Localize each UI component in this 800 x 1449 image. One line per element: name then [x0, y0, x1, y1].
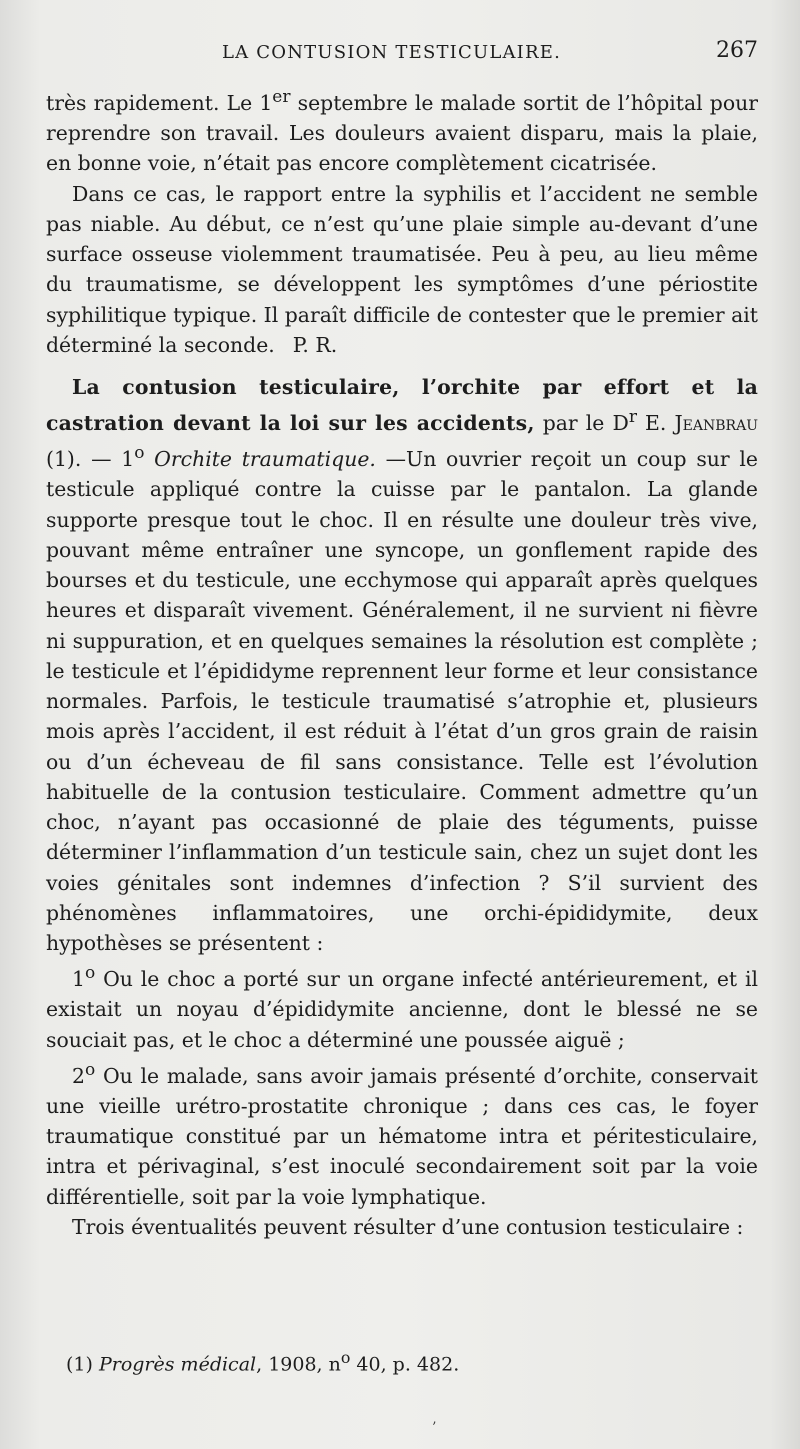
page-header	[46, 38, 758, 68]
paragraph-3	[46, 372, 758, 958]
p3-by: par le D	[534, 411, 629, 436]
footnote-journal: Progrès médical	[98, 1353, 257, 1376]
footnote-citation-end: 40, p. 482.	[350, 1353, 460, 1376]
bottom-mark: ’	[432, 1420, 437, 1436]
section-title: Orchite traumatique.	[144, 447, 376, 472]
p4-text: Trois éventualités peuvent résulter d’une contusion testiculaire :	[72, 1214, 744, 1239]
author-name: E. Jeanbrau	[636, 411, 758, 436]
p1-sup: er	[272, 87, 291, 107]
item2-num: 2	[72, 1063, 85, 1088]
item1-sup: o	[84, 963, 96, 984]
section-num: 1	[121, 447, 135, 472]
body-text	[46, 82, 758, 1242]
list-item-1	[46, 958, 758, 1055]
article-title: La contusion testiculaire, l’orchite par effort et la castration devant la loi sur les accidents,	[46, 375, 758, 436]
footnote-citation: , 1908, n	[256, 1353, 341, 1376]
item2-text: Ou le malade, sans avoir jamais présenté d’orchite, conservait une vieille urétro-prostatite chronique ; dans ces cas, le foyer traumatique constitué par un hématome intra et péritesticulaire, intra et périvaginal, s’est inoculé secondairement soit par la voie différentielle, soit par la voie lymphatique.	[46, 1063, 758, 1209]
p2-text: Dans ce cas, le rapport entre la syphilis et l’accident ne semble pas niable. Au début, ce n’est qu’une plaie simple au-devant d’une surface osseuse violemment traumatisée. Peu à peu, au lieu même du traumatisme, se développent les symptômes d’une périostite syphilitique typique. Il paraît difficile de contester que le premier ait déterminé la seconde.	[46, 181, 758, 357]
p3-by-sup: r	[628, 407, 637, 428]
running-title: LA CONTUSION TESTICULAIRE.	[222, 42, 562, 63]
list-item-2	[46, 1055, 758, 1212]
footnote-sup: o	[340, 1348, 351, 1367]
item2-sup: o	[84, 1059, 96, 1080]
footnote-ref: (1)	[66, 1353, 93, 1376]
note-ref: (1). —	[46, 447, 122, 472]
section-sup: o	[134, 443, 145, 464]
paragraph-4	[46, 1212, 758, 1242]
p1-rest: septembre le malade sortit de l’hôpital pour reprendre son travail. Les douleurs avaient disparu, mais la plaie, en bonne voie, n’était pas encore complètement cicatrisée.	[46, 90, 758, 176]
item1-num: 1	[72, 967, 85, 992]
signature: P. R.	[292, 332, 338, 357]
footnote	[66, 1346, 459, 1376]
p1-start: très rapidement. Le 1	[46, 90, 273, 115]
item1-text: Ou le choc a porté sur un organe infecté antérieurement, et il existait un noyau d’épididymite ancienne, dont le blessé ne se souciait pas, et le choc a déterminé une poussée aiguë ;	[46, 967, 758, 1052]
paragraph-1	[46, 82, 758, 179]
paragraph-2	[46, 179, 758, 361]
p3-text: —Un ouvrier reçoit un coup sur le testicule appliqué contre la cuisse par le pantalon. La glande supporte presque tout le choc. Il en résulte une douleur très vive, pouvant même entraîner une syncope, un gonflement rapide des bourses et du testicule, une ecchymose qui apparaît après quelques heures et disparaît vivement. Généralement, il ne survient ni fièvre ni suppuration, et en quelques semaines la résolution est complète ; le testicule et l’épididyme reprennent leur forme et leur consistance normales. Parfois, le testicule traumatisé s’atrophie et, plusieurs mois après l’accident, il est réduit à l’état d’un gros grain de raisin ou d’un écheveau de fil sans consistance. Telle est l’évolution habituelle de la contusion testiculaire. Comment admettre qu’un choc, n’ayant pas occasionné de plaie des téguments, puisse déterminer l’inflammation d’un testicule sain, chez un sujet dont les voies génitales sont indemnes d’infection ? S’il survient des phénomènes inflammatoires, une orchi-épididymite, deux hypothèses se présentent :	[46, 447, 758, 956]
page-number: 267	[716, 38, 758, 63]
